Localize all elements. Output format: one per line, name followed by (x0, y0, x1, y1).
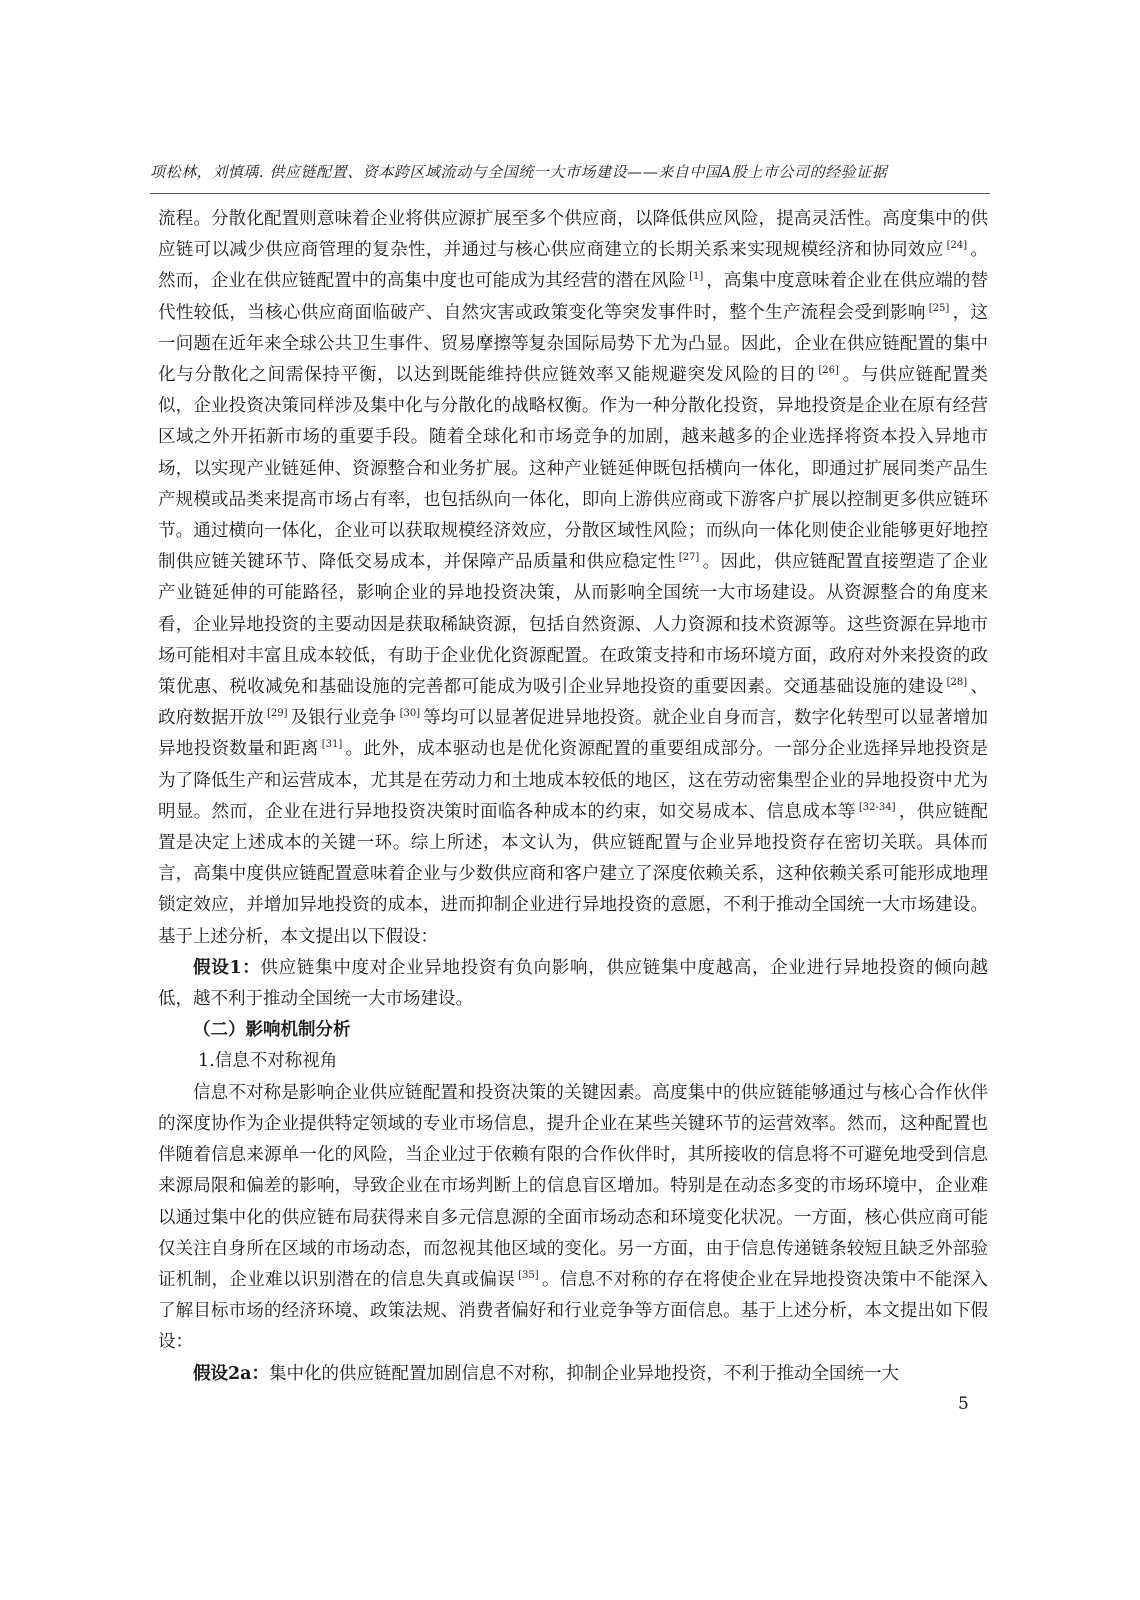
citation: [28] (946, 677, 968, 689)
citation: [25] (928, 302, 950, 314)
hypothesis-2a (158, 1359, 988, 1390)
body-paragraph-2: 信息不对称是影响企业供应链配置和投资决策的关键因素。高度集中的供应链能够通过与核心合作伙伴的深度协作为企业提供特定领域的专业市场信息，提升企业在某些关键环节的运营效率。然而，这种配置也伴随着信息来源单一化的风险，当企业过于依赖有限的合作伙伴时，其所接收的信息将不可避免地受到信息来源局限和偏差的影响，导致企业在市场判断上的信息盲区增加。特别是在动态多变的市场环境中，企业难以通过集中化的供应链布局获得来自多元信息源的全面市场动态和环境变化状况。一方面，核心供应商可能仅关注自身所在区域的市场动态，而忽视其他区域的变化。另一方面，由于信息传递链条较短且缺乏外部验证机制，企业难以识别潜在的信息失真或偏误 [35] 。信息不对称的存在将使企业在异地投资决策中不能深入了解目标市场的经济环境、政策法规、消费者偏好和行业竞争等方面信息。基于上述分析，本文提出如下假设： (158, 1082, 989, 1353)
page-number: 5 (958, 1394, 969, 1414)
hypothesis-label: 假设2a： (193, 1363, 270, 1384)
citation: [1] (689, 271, 704, 283)
citation: [24] (946, 240, 968, 252)
citation: [31] (321, 739, 343, 751)
citation: [27] (678, 552, 700, 564)
running-header: 项松林，刘慎瑀. 供应链配置、资本跨区域流动与全国统一大市场建设——来自中国A股上市公司的经验证据 (150, 163, 888, 181)
hypothesis-label: 假设1： (193, 957, 261, 978)
article-body (158, 204, 988, 1390)
hypothesis-text: 集中化的供应链配置加剧信息不对称，抑制企业异地投资，不利于推动全国统一大 (269, 1363, 900, 1384)
hypothesis-text: 供应链集中度对企业异地投资有负向影响，供应链集中度越高，企业进行异地投资的倾向越低，越不利于推动全国统一大市场建设。 (158, 957, 988, 1010)
citation: [35] (518, 1269, 539, 1281)
citation: [29] (266, 708, 288, 720)
header-divider (150, 193, 990, 194)
citation: [30] (399, 708, 421, 720)
hypothesis-1 (158, 953, 988, 1015)
citation: [26] (818, 365, 839, 377)
subsection-heading: 1.信息不对称视角 (198, 1051, 338, 1072)
body-paragraph-1: 流程。分散化配置则意味着企业将供应源扩展至多个供应商，以降低供应风险，提高灵活性。高度集中的供应链可以减少供应商管理的复杂性，并通过与核心供应商建立的长期关系来实现规模经济和协同效应 [24] 。然而，企业在供应链配置中的高集中度也可能成为其经营的潜在风险 [1] ，高集中度意味着企业在供应端的替代性较低，当核心供应商面临破产、自然灾害或政策变化等突发事件时，整个生产流程会受到影响 [25] ，这一问题在近年来全球公共卫生事件、贸易摩擦等复杂国际局势下尤为凸显。因此，企业在供应链配置的集中化与分散化之间需保持平衡，以达到既能维持供应链效率又能规避突发风险的目的 [26] 。与供应链配置类似，企业投资决策同样涉及集中化与分散化的战略权衡。作为一种分散化投资，异地投资是企业在原有经营区域之外开拓新市场的重要手段。随着全球化和市场竞争的加剧，越来越多的企业选择将资本投入异地市场，以实现产业链延伸、资源整合和业务扩展。这种产业链延伸既包括横向一体化，即通过扩展同类产品生产规模或品类来提高市场占有率，也包括纵向一体化，即向上游供应商或下游客户扩展以控制更多供应链环节。通过横向一体化，企业可以获取规模经济效应，分散区域性风险；而纵向一体化则使企业能够更好地控制供应链关键环节、降低交易成本，并保障产品质量和供应稳定性 [27] 。因此，供应链配置直接塑造了企业产业链延伸的可能路径，影响企业的异地投资决策，从而影响全国统一大市场建设。从资源整合的角度来看，企业异地投资的主要动因是获取稀缺资源，包括自然资源、人力资源和技术资源等。这些资源在异地市场可能相对丰富且成本较低，有助于企业优化资源配置。在政策支持和市场环境方面，政府对外来投资的政策优惠、税收减免和基础设施的完善都可能成为吸引企业异地投资的重要因素。交通基础设施的建设 [28] 、政府数据开放 [29] 及银行业竞争 [30] 等均可以显著促进异地投资。就企业自身而言，数字化转型可以显著增加异地投资数量和距离 [31] 。此外，成本驱动也是优化资源配置的重要组成部分。一部分企业选择异地投资是为了降低生产和运营成本，尤其是在劳动力和土地成本较低的地区，这在劳动密集型企业的异地投资中尤为明显。然而，企业在进行异地投资决策时面临各种成本的约束，如交易成本、信息成本等 [32-34] ，供应链配置是决定上述成本的关键一环。综上所述，本文认为，供应链配置与企业异地投资存在密切关联。具体而言，高集中度供应链配置意味着企业与少数供应商和客户建立了深度依赖关系，这种依赖关系可能形成地理锁定效应，并增加异地投资的成本，进而抑制企业进行异地投资的意愿，不利于推动全国统一大市场建设。基于上述分析，本文提出以下假设： (158, 209, 989, 947)
citation: [32-34] (858, 801, 896, 813)
section-heading: （二）影响机制分析 (193, 1020, 351, 1041)
